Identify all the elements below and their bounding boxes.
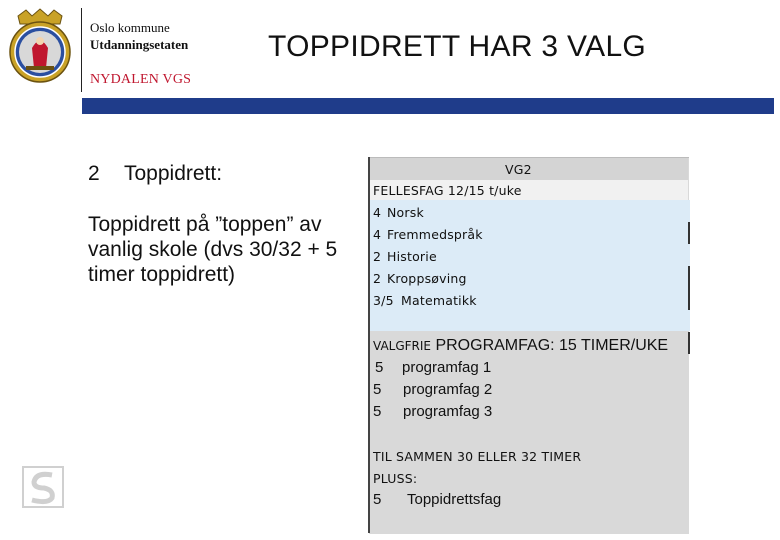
total-hours-text: TIL SAMMEN 30 ELLER 32 TIMER xyxy=(373,449,582,464)
subject-row xyxy=(373,205,424,220)
panel-left-border xyxy=(368,157,370,533)
subject-row xyxy=(373,293,477,308)
subject-row xyxy=(373,249,437,264)
header-bar xyxy=(82,98,774,114)
option-description: Toppidrett på ”toppen” av vanlig skole (dvs 30/32 + 5 timer toppidrett) xyxy=(88,213,338,286)
programfag-row xyxy=(375,359,491,376)
option-number: 2 xyxy=(88,162,100,185)
subject-hours: 3/5 xyxy=(373,293,394,308)
subject-name: Kroppsøving xyxy=(387,271,467,286)
org-name-line2: Utdanningsetaten xyxy=(90,37,189,52)
programfag-name: programfag 3 xyxy=(403,403,493,420)
programfag-row xyxy=(373,403,492,420)
subject-name: Norsk xyxy=(387,205,424,220)
programfag-label: PROGRAMFAG: 15 TIMER/UKE xyxy=(435,337,669,354)
page-title: TOPPIDRETT HAR 3 VALG xyxy=(268,30,647,63)
subject-name: Historie xyxy=(387,249,437,264)
programfag-name: programfag 1 xyxy=(402,359,492,376)
subject-name: Fremmedspråk xyxy=(387,227,483,242)
subject-row xyxy=(373,227,483,242)
oslo-kommune-watermark-icon xyxy=(22,466,64,508)
panel-title: VG2 xyxy=(505,162,532,177)
valgfrie-label: VALGFRIE xyxy=(373,339,431,353)
toppidrett-name: Toppidrettsfag xyxy=(407,491,502,508)
subject-hours: 2 xyxy=(373,271,382,286)
fellesfag-heading: FELLESFAG 12/15 t/uke xyxy=(373,183,522,198)
header-bar-gap xyxy=(774,98,780,114)
oslo-coat-of-arms-icon xyxy=(6,8,74,86)
subject-row xyxy=(373,271,467,286)
programfag-hours: 5 xyxy=(373,381,382,398)
header-divider xyxy=(81,8,82,92)
programfag-name: programfag 2 xyxy=(403,381,493,398)
panel-right-mark xyxy=(688,332,690,354)
subject-name: Matematikk xyxy=(401,293,477,308)
toppidrett-row xyxy=(373,491,501,508)
programfag-hours: 5 xyxy=(373,403,382,420)
programfag-row xyxy=(373,381,492,398)
org-name-line1: Oslo kommune xyxy=(90,20,170,35)
subject-hours: 2 xyxy=(373,249,382,264)
valgfrie-heading xyxy=(373,337,668,355)
school-name: NYDALEN VGS xyxy=(90,72,192,87)
programfag-hours: 5 xyxy=(375,359,384,376)
pluss-label: PLUSS: xyxy=(373,471,418,486)
option-heading xyxy=(88,162,222,186)
subject-hours: 4 xyxy=(373,227,382,242)
option-heading-text: Toppidrett: xyxy=(124,162,223,185)
toppidrett-hours: 5 xyxy=(373,491,382,508)
subject-hours: 4 xyxy=(373,205,382,220)
panel-right-mark xyxy=(688,222,690,244)
panel-right-mark xyxy=(688,266,690,310)
